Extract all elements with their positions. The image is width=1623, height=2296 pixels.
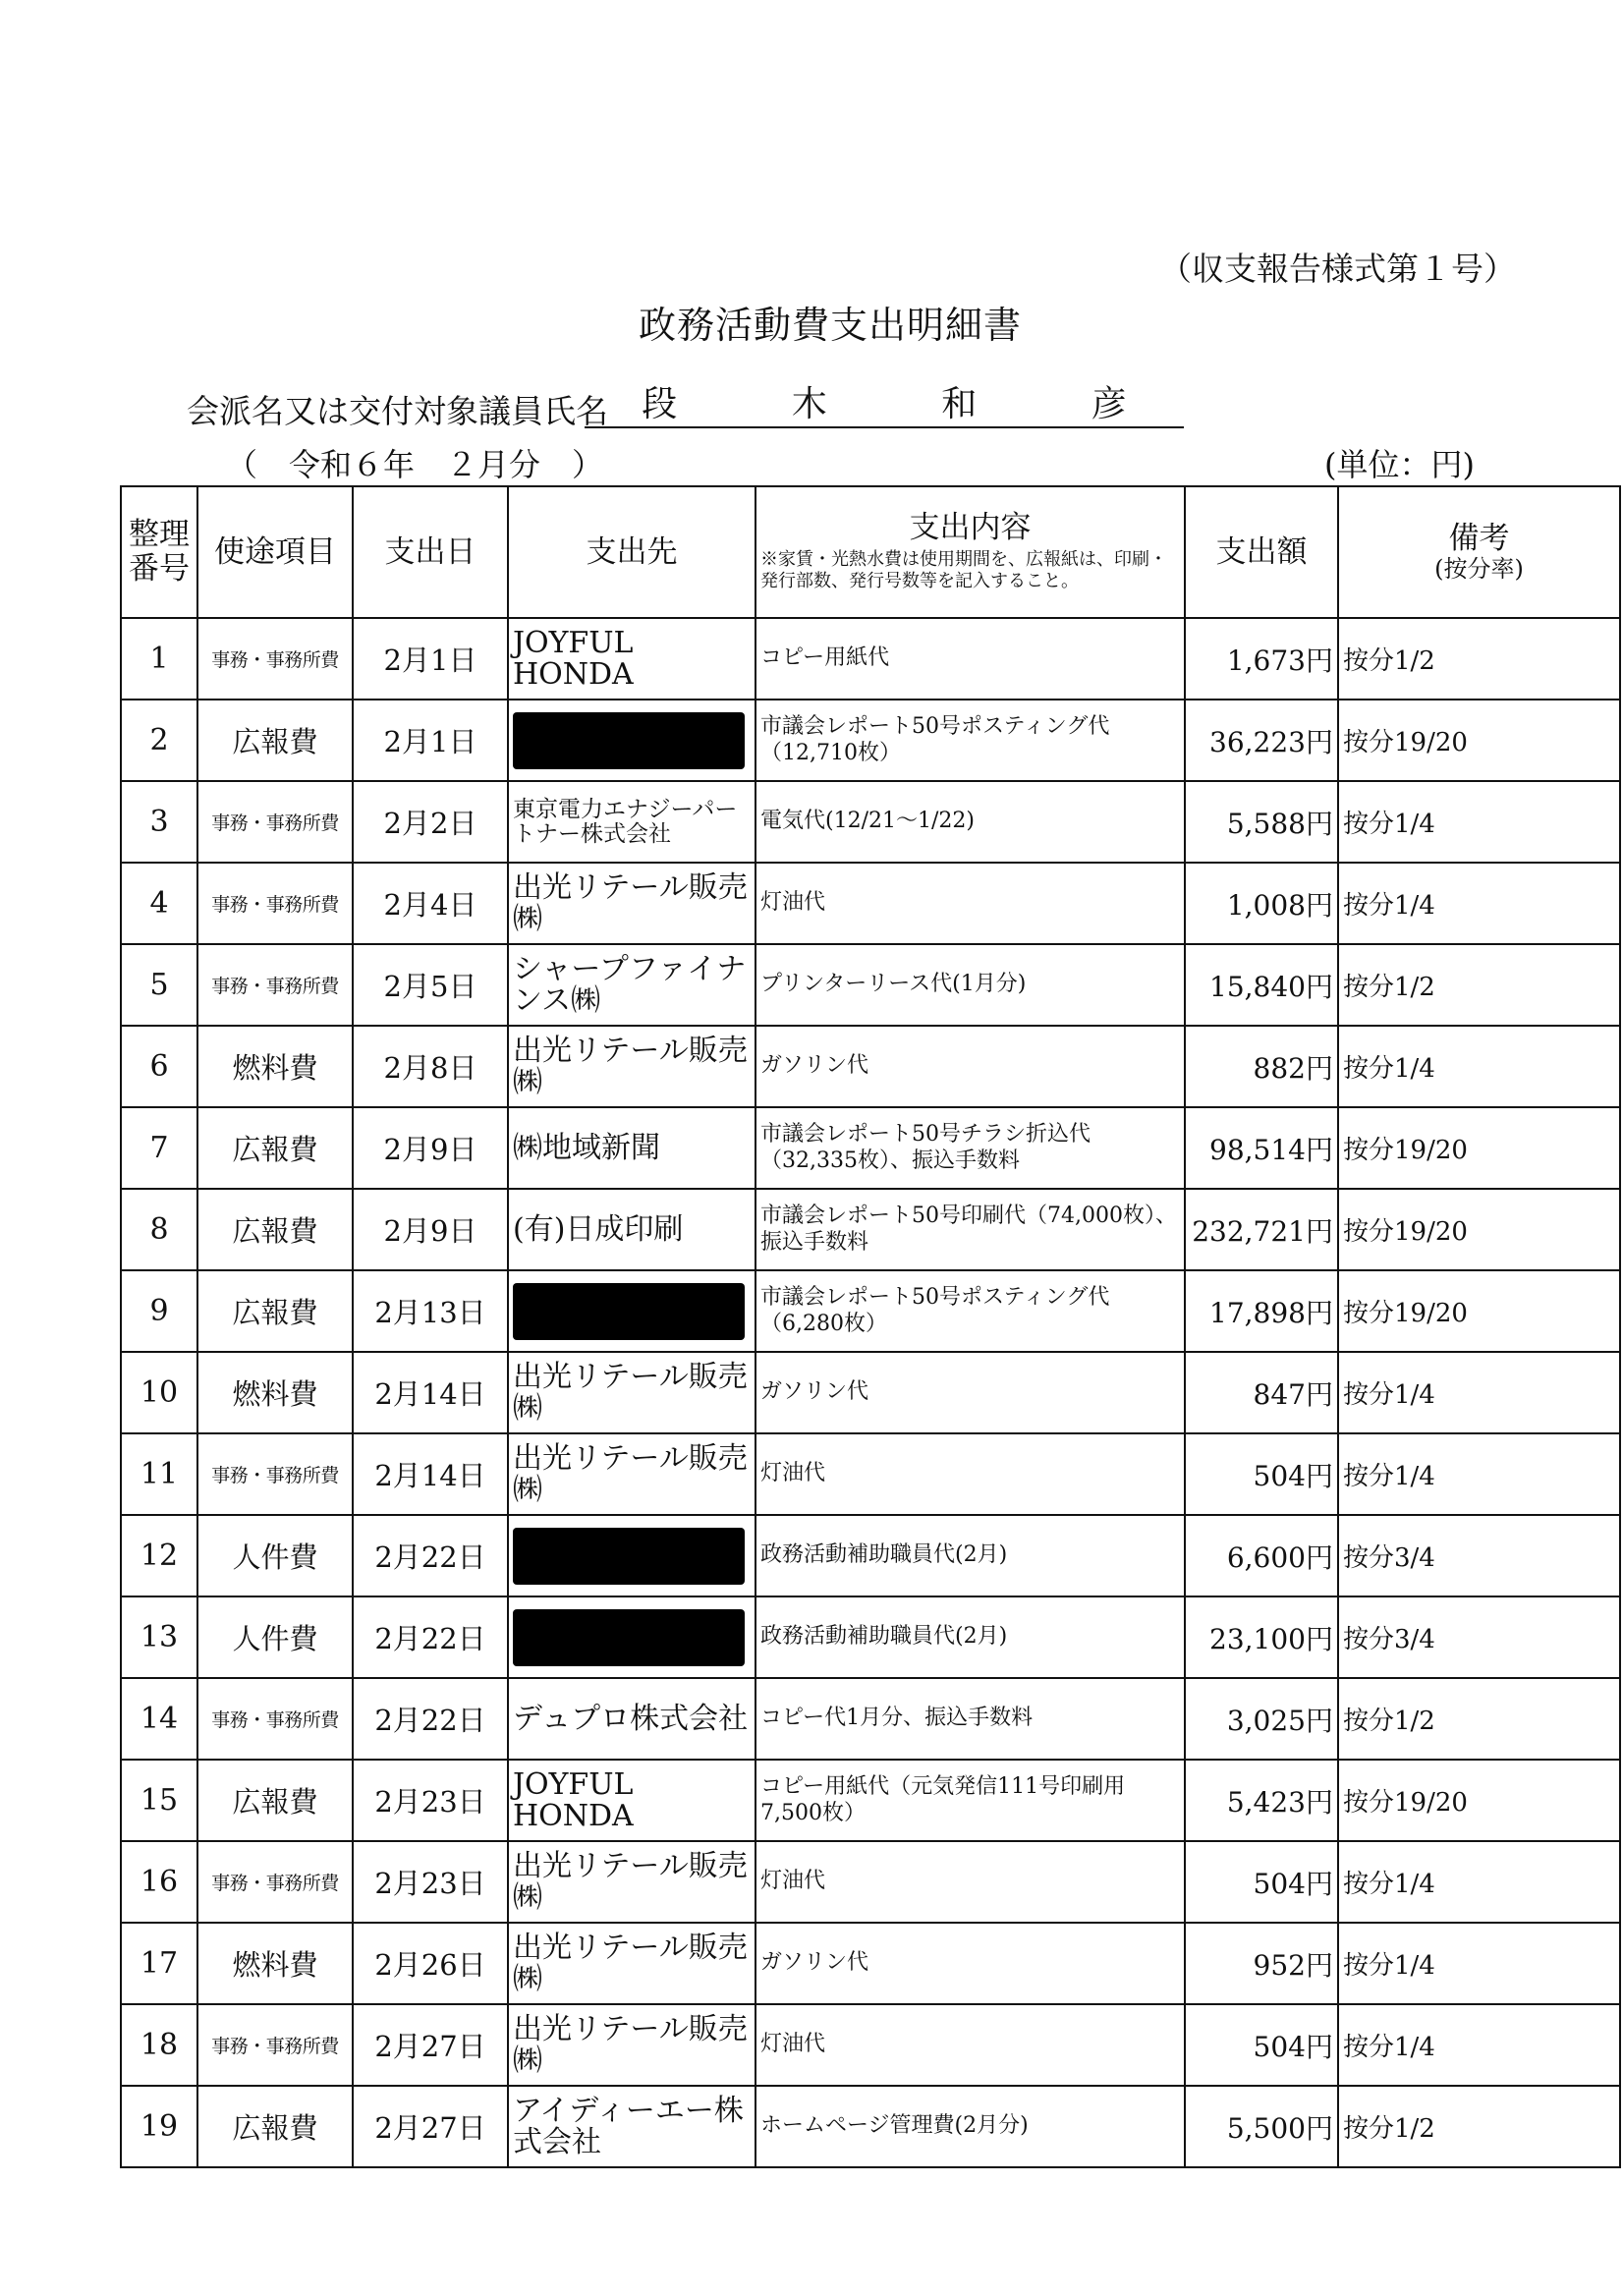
category-cell: 人件費 (197, 1596, 353, 1678)
category-cell: 広報費 (197, 1107, 353, 1189)
content-cell: プリンターリース代(1月分) (756, 944, 1185, 1026)
date-cell: 2月23日 (353, 1841, 508, 1923)
table-row (121, 700, 1620, 781)
date-cell: 2月1日 (353, 700, 508, 781)
table-row (121, 1596, 1620, 1678)
date-cell: 2月27日 (353, 2004, 508, 2086)
document-title: 政務活動費支出明細書 (639, 304, 1023, 347)
remark-cell: 按分19/20 (1338, 1107, 1620, 1189)
date-cell: 2月14日 (353, 1352, 508, 1433)
redaction-block (513, 1528, 745, 1585)
payee-cell: デュプロ株式会社 (508, 1678, 756, 1760)
remark-cell: 按分1/2 (1338, 1678, 1620, 1760)
content-cell: ガソリン代 (756, 1352, 1185, 1433)
col-header-no: 整理番号 (121, 486, 197, 618)
payee-cell: シャープファイナンス㈱ (508, 944, 756, 1026)
row-number-cell: 8 (121, 1189, 197, 1270)
table-row (121, 1678, 1620, 1760)
amount-cell: 504円 (1185, 2004, 1338, 2086)
table-row (121, 618, 1620, 700)
remark-cell: 按分19/20 (1338, 1760, 1620, 1841)
date-cell: 2月22日 (353, 1596, 508, 1678)
category-cell: 事務・事務所費 (197, 863, 353, 944)
amount-cell: 882円 (1185, 1026, 1338, 1107)
row-number-cell: 4 (121, 863, 197, 944)
content-cell: 電気代(12/21～1/22) (756, 781, 1185, 863)
remark-cell: 按分19/20 (1338, 1189, 1620, 1270)
member-name (585, 381, 1184, 428)
row-number-cell: 18 (121, 2004, 197, 2086)
redaction-block (513, 1283, 745, 1340)
row-number-cell: 2 (121, 700, 197, 781)
payee-cell: 出光リテール販売㈱ (508, 1352, 756, 1433)
category-cell: 広報費 (197, 700, 353, 781)
date-cell: 2月27日 (353, 2086, 508, 2167)
category-cell: 事務・事務所費 (197, 1433, 353, 1515)
row-number-cell: 14 (121, 1678, 197, 1760)
payee-cell (508, 700, 756, 781)
payee-cell (508, 1515, 756, 1596)
date-cell: 2月22日 (353, 1515, 508, 1596)
amount-cell: 17,898円 (1185, 1270, 1338, 1352)
remark-cell: 按分1/4 (1338, 1026, 1620, 1107)
category-cell: 広報費 (197, 1270, 353, 1352)
category-cell: 事務・事務所費 (197, 1841, 353, 1923)
col-header-payee: 支出先 (508, 486, 756, 618)
row-number-cell: 10 (121, 1352, 197, 1433)
payee-cell: 出光リテール販売㈱ (508, 1433, 756, 1515)
payee-cell (508, 1596, 756, 1678)
col-header-remark-sub: (按分率) (1434, 554, 1524, 583)
payee-cell (508, 1270, 756, 1352)
member-name-char: 段 (642, 384, 678, 424)
col-header-remark (1338, 486, 1620, 618)
content-cell: 灯油代 (756, 863, 1185, 944)
remark-cell: 按分19/20 (1338, 1270, 1620, 1352)
table-row (121, 1352, 1620, 1433)
category-cell: 燃料費 (197, 1352, 353, 1433)
row-number-cell: 9 (121, 1270, 197, 1352)
row-number-cell: 16 (121, 1841, 197, 1923)
category-cell: 人件費 (197, 1515, 353, 1596)
unit-label: (単位：円) (1324, 446, 1475, 483)
date-cell: 2月5日 (353, 944, 508, 1026)
payee-cell: 出光リテール販売㈱ (508, 2004, 756, 2086)
payee-cell: JOYFUL HONDA (508, 1760, 756, 1841)
remark-cell: 按分1/4 (1338, 781, 1620, 863)
remark-cell: 按分1/4 (1338, 863, 1620, 944)
date-cell: 2月23日 (353, 1760, 508, 1841)
row-number-cell: 5 (121, 944, 197, 1026)
form-number: （収支報告様式第１号） (1159, 250, 1516, 288)
col-header-category: 使途項目 (197, 486, 353, 618)
amount-cell: 952円 (1185, 1923, 1338, 2004)
row-number-cell: 13 (121, 1596, 197, 1678)
table-header-row (121, 486, 1620, 618)
row-number-cell: 3 (121, 781, 197, 863)
payee-cell: 出光リテール販売㈱ (508, 1923, 756, 2004)
content-cell: 市議会レポート50号ポスティング代（12,710枚） (756, 700, 1185, 781)
table-row (121, 1515, 1620, 1596)
content-cell: ガソリン代 (756, 1923, 1185, 2004)
payee-cell: 出光リテール販売㈱ (508, 863, 756, 944)
member-name-char: 彦 (1091, 384, 1127, 424)
remark-cell: 按分1/2 (1338, 618, 1620, 700)
content-cell: 市議会レポート50号チラシ折込代（32,335枚）、振込手数料 (756, 1107, 1185, 1189)
row-number-cell: 19 (121, 2086, 197, 2167)
col-header-content-note: ※家賃・光熱水費は使用期間を、広報紙は、印刷・発行部数、発行号数等を記入すること。 (760, 548, 1167, 592)
amount-cell: 98,514円 (1185, 1107, 1338, 1189)
content-cell: 市議会レポート50号ポスティング代（6,280枚） (756, 1270, 1185, 1352)
remark-cell: 按分1/4 (1338, 2004, 1620, 2086)
amount-cell: 6,600円 (1185, 1515, 1338, 1596)
category-cell: 広報費 (197, 1760, 353, 1841)
date-cell: 2月22日 (353, 1678, 508, 1760)
amount-cell: 5,588円 (1185, 781, 1338, 863)
date-cell: 2月13日 (353, 1270, 508, 1352)
row-number-cell: 11 (121, 1433, 197, 1515)
date-cell: 2月9日 (353, 1107, 508, 1189)
expense-table (120, 485, 1621, 2168)
date-cell: 2月1日 (353, 618, 508, 700)
category-cell: 広報費 (197, 2086, 353, 2167)
remark-cell: 按分1/4 (1338, 1841, 1620, 1923)
col-header-content (756, 486, 1185, 618)
table-row (121, 2004, 1620, 2086)
col-header-amount: 支出額 (1185, 486, 1338, 618)
content-cell: 政務活動補助職員代(2月) (756, 1596, 1185, 1678)
date-cell: 2月8日 (353, 1026, 508, 1107)
redaction-block (513, 712, 745, 769)
col-header-date: 支出日 (353, 486, 508, 618)
amount-cell: 847円 (1185, 1352, 1338, 1433)
table-row (121, 2086, 1620, 2167)
col-header-content-label: 支出内容 (909, 510, 1032, 546)
category-cell: 広報費 (197, 1189, 353, 1270)
amount-cell: 504円 (1185, 1433, 1338, 1515)
amount-cell: 15,840円 (1185, 944, 1338, 1026)
category-cell: 燃料費 (197, 1923, 353, 2004)
content-cell: コピー用紙代 (756, 618, 1185, 700)
amount-cell: 5,500円 (1185, 2086, 1338, 2167)
table-row (121, 781, 1620, 863)
amount-cell: 232,721円 (1185, 1189, 1338, 1270)
payee-cell: 出光リテール販売㈱ (508, 1841, 756, 1923)
category-cell: 事務・事務所費 (197, 2004, 353, 2086)
redaction-block (513, 1609, 745, 1666)
amount-cell: 1,008円 (1185, 863, 1338, 944)
content-cell: ガソリン代 (756, 1026, 1185, 1107)
table-row (121, 1189, 1620, 1270)
payee-cell: (有)日成印刷 (508, 1189, 756, 1270)
content-cell: コピー代1月分、振込手数料 (756, 1678, 1185, 1760)
category-cell: 事務・事務所費 (197, 944, 353, 1026)
row-number-cell: 17 (121, 1923, 197, 2004)
category-cell: 事務・事務所費 (197, 618, 353, 700)
content-cell: 灯油代 (756, 2004, 1185, 2086)
payee-cell: 出光リテール販売㈱ (508, 1026, 756, 1107)
content-cell: 政務活動補助職員代(2月) (756, 1515, 1185, 1596)
table-row (121, 1026, 1620, 1107)
date-cell: 2月26日 (353, 1923, 508, 2004)
payee-cell: 東京電力エナジーパートナー株式会社 (508, 781, 756, 863)
remark-cell: 按分1/4 (1338, 1352, 1620, 1433)
date-cell: 2月9日 (353, 1189, 508, 1270)
amount-cell: 3,025円 (1185, 1678, 1338, 1760)
remark-cell: 按分19/20 (1338, 700, 1620, 781)
remark-cell: 按分3/4 (1338, 1515, 1620, 1596)
remark-cell: 按分1/4 (1338, 1923, 1620, 2004)
payee-cell: JOYFUL HONDA (508, 618, 756, 700)
table-row (121, 1760, 1620, 1841)
member-name-char: 木 (791, 384, 827, 424)
amount-cell: 23,100円 (1185, 1596, 1338, 1678)
remark-cell: 按分1/2 (1338, 2086, 1620, 2167)
row-number-cell: 7 (121, 1107, 197, 1189)
member-name-char: 和 (941, 384, 978, 424)
table-row (121, 1433, 1620, 1515)
remark-cell: 按分1/2 (1338, 944, 1620, 1026)
amount-cell: 36,223円 (1185, 700, 1338, 781)
row-number-cell: 12 (121, 1515, 197, 1596)
payee-cell: ㈱地域新聞 (508, 1107, 756, 1189)
amount-cell: 1,673円 (1185, 618, 1338, 700)
payee-cell: アイディーエー株式会社 (508, 2086, 756, 2167)
amount-cell: 504円 (1185, 1841, 1338, 1923)
row-number-cell: 6 (121, 1026, 197, 1107)
table-row (121, 1107, 1620, 1189)
category-cell: 事務・事務所費 (197, 781, 353, 863)
date-cell: 2月14日 (353, 1433, 508, 1515)
member-label: 会派名又は交付対象議員氏名 (187, 392, 608, 430)
category-cell: 事務・事務所費 (197, 1678, 353, 1760)
content-cell: ホームページ管理費(2月分) (756, 2086, 1185, 2167)
category-cell: 燃料費 (197, 1026, 353, 1107)
row-number-cell: 1 (121, 618, 197, 700)
content-cell: 市議会レポート50号印刷代（74,000枚）、振込手数料 (756, 1189, 1185, 1270)
content-cell: 灯油代 (756, 1841, 1185, 1923)
amount-cell: 5,423円 (1185, 1760, 1338, 1841)
table-row (121, 1923, 1620, 2004)
date-cell: 2月2日 (353, 781, 508, 863)
table-row (121, 1270, 1620, 1352)
date-cell: 2月4日 (353, 863, 508, 944)
table-row (121, 944, 1620, 1026)
col-header-remark-label: 備考 (1448, 521, 1510, 557)
table-row (121, 863, 1620, 944)
row-number-cell: 15 (121, 1760, 197, 1841)
table-row (121, 1841, 1620, 1923)
content-cell: 灯油代 (756, 1433, 1185, 1515)
reporting-period: （ 令和６年 ２月分 ） (226, 446, 604, 483)
remark-cell: 按分3/4 (1338, 1596, 1620, 1678)
content-cell: コピー用紙代（元気発信111号印刷用7,500枚） (756, 1760, 1185, 1841)
remark-cell: 按分1/4 (1338, 1433, 1620, 1515)
